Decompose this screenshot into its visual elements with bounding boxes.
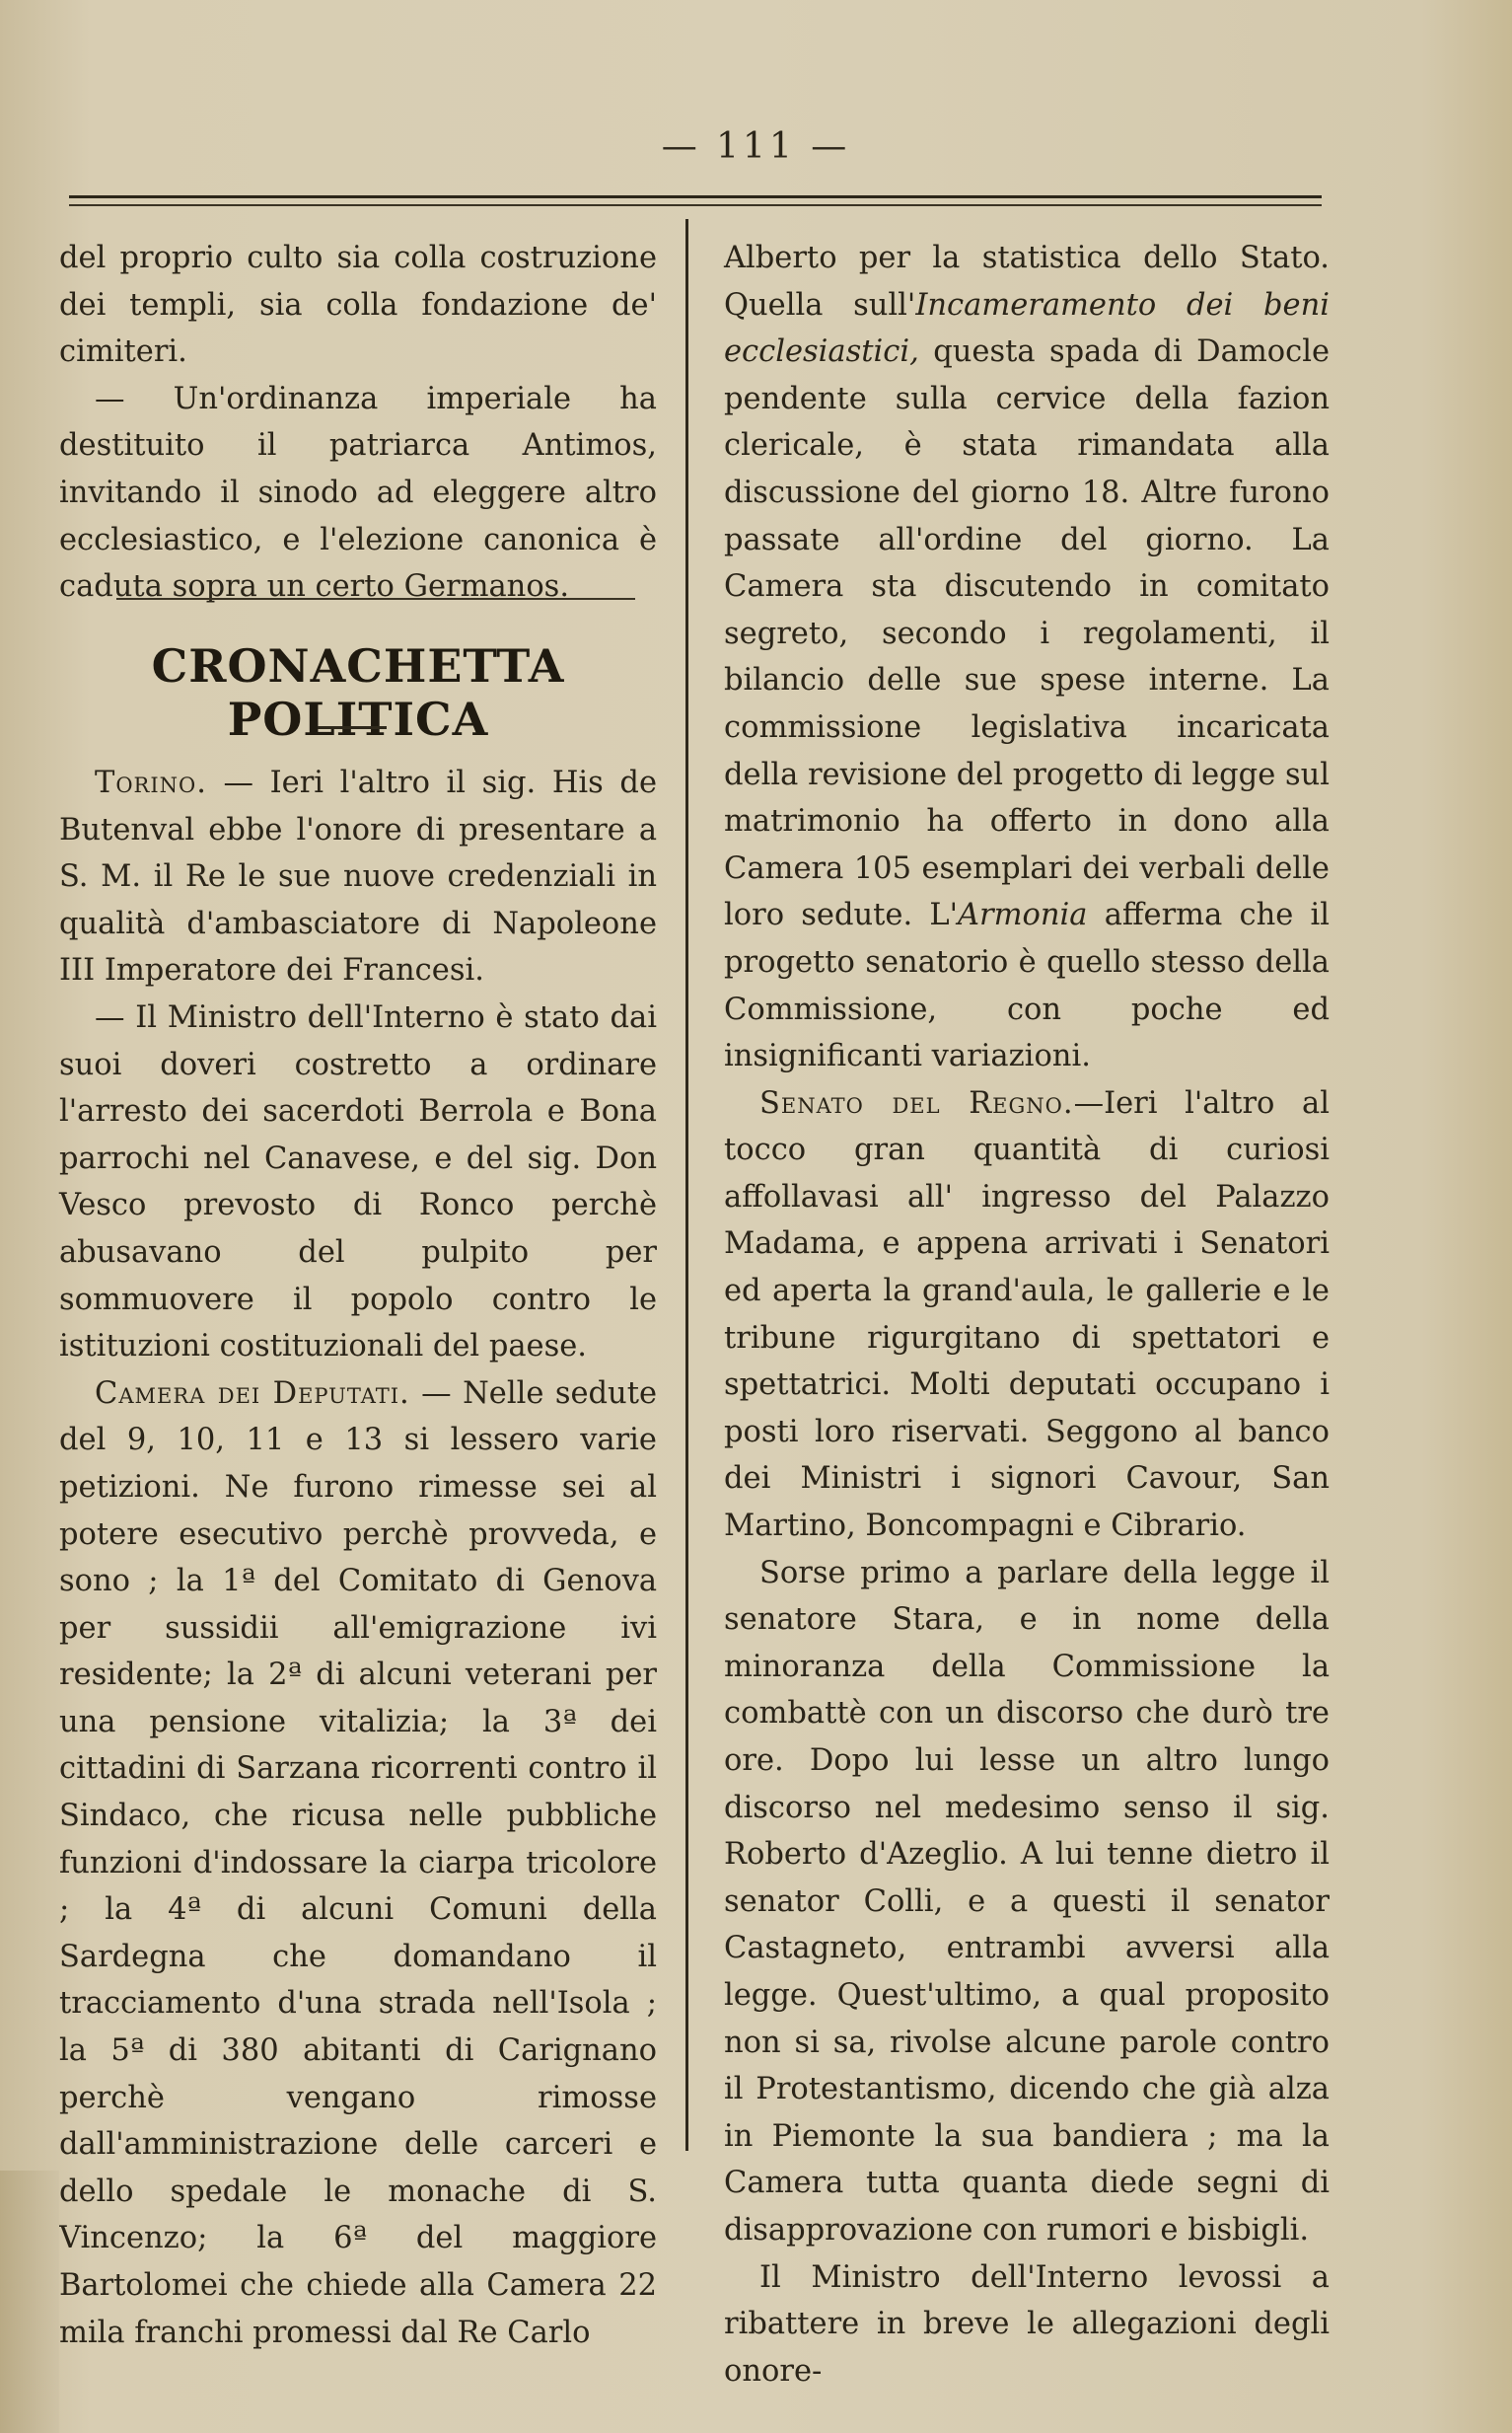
ministro-interno-paragraph: Il Ministro dell'Interno levossi a ribattere in breve le allegazioni degli onore- (724, 2259, 1330, 2389)
right-p1-b: questa spada di Damocle pendente sulla cervice della fazion clericale, è stata rimandata alla discussione del giorno 18. Altre furono passate all'ordine del giorno. La Camera sta discutendo in comitato segreto, secondo i regolamenti, il bilancio delle sue spese interne. La commissione legislativa incaricata della revisione del progetto di legge sul matrimonio ha offerto in dono alla Camera 105 esemplari dei verbali delle loro sedute. L' (724, 334, 1330, 933)
camera-paragraph (59, 1370, 657, 2356)
right-p1-a: Alberto per la statistica dello Stato. Quella sull' (724, 241, 1330, 323)
heading-underline (318, 726, 387, 729)
torino-text: — Ieri l'altro il sig. His de Butenval ebbe l'onore di presentare a S. M. il Re le sue nuove credenziali in qualità d'ambasciatore di Napoleone III Imperatore dei Francesi. (59, 766, 657, 989)
section-separator (116, 598, 635, 600)
senato-paragraph (724, 1080, 1330, 1550)
left-paragraph-1: del proprio culto sia colla costruzione dei templi, sia colla fondazione de' cimiteri. (59, 241, 657, 370)
header-rule (69, 195, 1322, 206)
camera-lead: Camera dei Deputati. (95, 1375, 410, 1411)
left-paragraph-2: — Un'ordinanza imperiale ha destituito il patriarca Antimos, invitando il sinodo ad eleggere altro ecclesiastico, e l'elezione canonica è caduta sopra un certo Germanos. (59, 381, 657, 605)
senato-lead: Senato del Regno. (759, 1085, 1074, 1121)
sorse-paragraph: Sorse primo a parlare della legge il senatore Stara, e in nome della minoranza della Commissione la combattè con un discorso che durò tre ore. Dopo lui lesse un altro lungo discorso nel medesimo senso il sig. Roberto d'Azeglio. A lui tenne dietro il senator Colli, e a questi il senator Castagneto, entrambi avversi alla legge. Quest'ultimo, a qual proposito non si sa, rivolse alcune parole contro il Protestantismo, dicendo che già alza in Piemonte la sua bandiera ; ma la Camera tutta quanta diede segni di disapprovazione con rumori e bisbigli. (724, 1555, 1330, 2248)
right-p1-c: afferma che il progetto senatorio è quello stesso della Commissione, con poche ed insignificanti variazioni. (724, 898, 1330, 1074)
torino-paragraph (59, 760, 657, 995)
left-column (59, 235, 657, 611)
right-paragraph-1 (724, 235, 1330, 1080)
torino-lead: Torino. (95, 766, 207, 800)
ministro-paragraph: — Il Ministro dell'Interno è stato dai suoi doveri costretto a ordinare l'arresto dei sacerdoti Berrola e Bona parrochi nel Canavese, e del sig. Don Vesco prevosto di Ronco perchè abusavano del pulpito per sommuovere il popolo contro le istituzioni costituzionali del paese. (59, 999, 657, 1364)
paper-stain (0, 2171, 59, 2433)
right-p1-italic: Incameramento dei beni ecclesiastici, (724, 287, 1330, 370)
senato-text: —Ieri l'altro al tocco gran quantità di curiosi affollavasi all' ingresso del Palazzo Madama, e appena arrivati i Senatori ed aperta la grand'aula, le gallerie e le tribune rigurgitano di spettatori e spettatrici. Molti deputati occupano i posti loro riservati. Seggono al banco dei Ministri i signori Cavour, San Martino, Boncompagni e Cibrario. (724, 1085, 1330, 1544)
section-heading: CRONACHETTA POLITICA (151, 639, 565, 746)
column-divider (685, 219, 688, 2151)
right-column (724, 235, 1330, 2395)
left-column-news (59, 760, 657, 2356)
page-number: — 111 — (661, 126, 851, 167)
camera-text: — Nelle sedute del 9, 10, 11 e 13 si lessero varie petizioni. Ne furono rimesse sei al potere esecutivo perchè provveda, e sono ; la 1ª del Comitato di Genova per sussidii all'emigrazione ivi residente; la 2ª di alcuni veterani per una pensione vitalizia; la 3ª dei cittadini di Sarzana ricorrenti contro il Sindaco, che ricusa nelle pubbliche funzioni d'indossare la ciarpa tricolore ; la 4ª di alcuni Comuni della Sardegna che domandano il tracciamento d'una strada nell'Isola ; la 5ª di 380 abitanti di Carignano perchè vengano rimosse dall'amministrazione delle carceri e dello spedale le monache di S. Vincenzo; la 6ª del maggiore Bartolomei che chiede alla Camera 22 mila franchi promessi dal Re Carlo (59, 1375, 658, 2350)
right-p1-italic2: Armonia (958, 898, 1088, 933)
